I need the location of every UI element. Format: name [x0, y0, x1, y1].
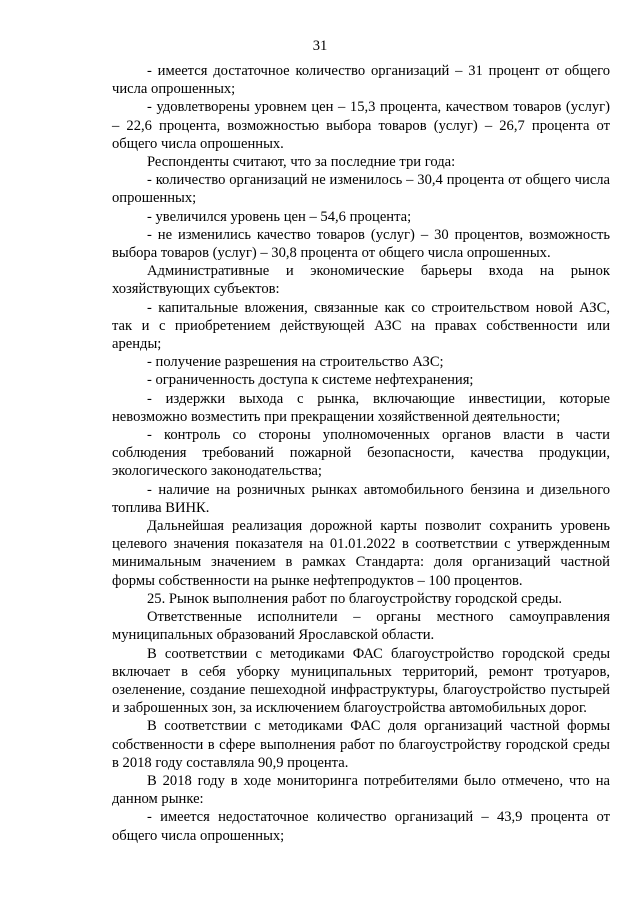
paragraph: - наличие на розничных рынках автомобильного бензина и дизельного топлива ВИНК. [112, 481, 610, 516]
paragraph: - получение разрешения на строительство АЗС; [147, 354, 444, 371]
paragraph: Респонденты считают, что за последние три года: [147, 154, 456, 171]
paragraph: Административные и экономические барьеры входа на рынок хозяйствующих субъектов: [112, 263, 610, 298]
paragraph: - количество организаций не изменилось – 30,4 процента от общего числа опрошенных; [112, 172, 610, 207]
paragraph: Дальнейшая реализация дорожной карты позволит сохранить уровень целевого значения показателя на 01.01.2022 в соответствии с утвержденным минимальным значением в рамках Стандарта: доля организаций частной формы собственности на рынке нефтепродуктов – 100 процентов. [112, 518, 610, 589]
paragraph: - не изменились качество товаров (услуг) – 30 процентов, возможность выбора товаров (услуг) – 30,8 процента от общего числа опрошенных. [112, 226, 610, 262]
paragraph: - удовлетворены уровнем цен – 15,3 процента, качеством товаров (услуг) – 22,6 процента, возможностью выбора товаров (услуг) – 26,7 процента от общего числа опрошенных. [112, 99, 610, 152]
paragraph: - капитальные вложения, связанные как со строительством новой АЗС, так и с приобретением действующей АЗС на правах собственности или аренды; [112, 299, 610, 353]
page-number: 31 [312, 38, 328, 54]
paragraph: - имеется достаточное количество организаций – 31 процент от общего числа опрошенных; [112, 63, 610, 98]
paragraph: - увеличился уровень цен – 54,6 процента; [147, 208, 412, 225]
paragraph: В соответствии с методиками ФАС благоустройство городской среды включает в себя уборку муниципальных территорий, ремонт тротуаров, озеленение, создание пешеходной инфраструктуры, благоустройство пустырей и заброшенных зон, за исключением благоустройства автомобильных дорог. [112, 645, 610, 717]
section-heading: 25. Рынок выполнения работ по благоустройству городской среды. [147, 590, 563, 607]
document-body [112, 62, 610, 845]
paragraph: Ответственные исполнители – органы местного самоуправления муниципальных образований Ярославской области. [112, 609, 610, 644]
paragraph: - контроль со стороны уполномоченных органов власти в части соблюдения требований пожарной безопасности, качества продукции, экологического законодательства; [112, 427, 610, 480]
paragraph: В соответствии с методиками ФАС доля организаций частной формы собственности в сфере выполнения работ по благоустройству городской среды в 2018 году составляла 90,9 процента. [112, 718, 610, 771]
paragraph: - ограниченность доступа к системе нефтехранения; [147, 372, 474, 389]
paragraph: В 2018 году в ходе мониторинга потребителями было отмечено, что на данном рынке: [112, 772, 610, 808]
paragraph: - имеется недостаточное количество организаций – 43,9 процента от общего числа опрошенных; [112, 809, 610, 844]
paragraph: - издержки выхода с рынка, включающие инвестиции, которые невозможно возместить при прекращении хозяйственной деятельности; [112, 390, 610, 425]
